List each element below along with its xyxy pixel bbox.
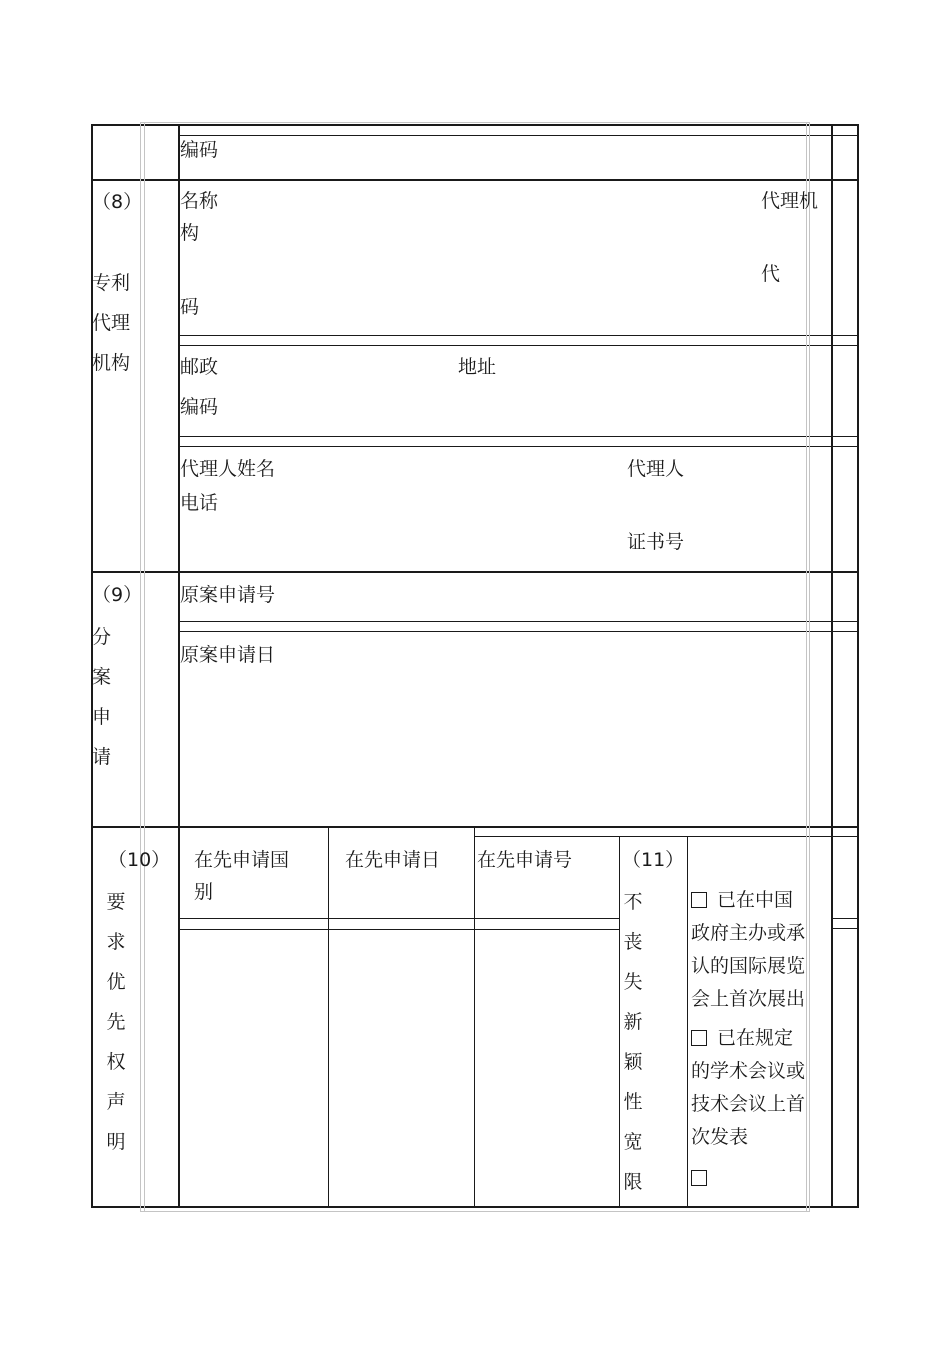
agency-code-label: 代 (761, 263, 781, 285)
section-title-char: 不 (623, 891, 643, 913)
prior-date-header: 在先申请日 (345, 849, 441, 871)
grace-option-line: 技术会议上首 (691, 1093, 806, 1115)
exhibition-checkbox[interactable] (691, 892, 707, 908)
grace-option-line: 政府主办或承 (691, 922, 806, 944)
postal-code-label: 编码 (180, 396, 219, 418)
grace-row-line (831, 918, 859, 919)
agency-code-label: 码 (180, 296, 200, 318)
section-title-char: 失 (623, 971, 643, 993)
original-application-number-label: 原案申请号 (180, 584, 276, 606)
grace-option-line (691, 1022, 821, 1055)
priority-col-line (474, 826, 475, 1207)
grace-row-line (831, 928, 859, 929)
section-title-char: 声 (106, 1091, 126, 1113)
postal-code-label: 邮政 (180, 356, 219, 378)
grace-option-line: 认的国际展览 (691, 955, 806, 977)
grace-option-line (691, 884, 821, 917)
sub-row-divider (178, 345, 859, 346)
section-title-char: 请 (92, 746, 112, 768)
section-8-number: （8） (92, 191, 143, 213)
agent-cert-label: 证书号 (627, 531, 685, 553)
row-divider-9 (91, 571, 859, 573)
section-9-number: （9） (92, 584, 143, 606)
prior-country-header: 在先申请国 (194, 849, 290, 871)
sub-row-divider (178, 436, 859, 437)
prior-country-header: 别 (194, 881, 214, 903)
grace-option-text: 已在中国 (717, 889, 794, 911)
section-title-char: 申 (92, 706, 112, 728)
section-9-title (92, 617, 111, 777)
table-border-bottom (91, 1206, 859, 1208)
section-title-char: 要 (106, 891, 126, 913)
grace-option-line: 会上首次展出 (691, 988, 806, 1010)
table-border-right (857, 124, 859, 1208)
section-title-char: 案 (92, 666, 112, 688)
section-title-char: 丧 (623, 931, 643, 953)
grace-col-line (687, 836, 688, 1207)
overlay-line (140, 122, 810, 123)
grace-option-line: 次发表 (691, 1126, 749, 1148)
grace-option-text: 已在规定 (717, 1027, 794, 1049)
section-title-char: 性 (623, 1091, 643, 1113)
conference-checkbox[interactable] (691, 1030, 707, 1046)
section-title-line: 代理 (92, 312, 131, 334)
agency-code-label: 构 (180, 222, 200, 244)
grace-option-conference (691, 1022, 821, 1154)
sub-row-divider (178, 135, 859, 136)
section-11-number: （11） (622, 849, 685, 871)
overlay-line (140, 1211, 810, 1212)
section-title-line: 机构 (92, 352, 131, 374)
row-divider-8 (91, 179, 859, 181)
section-title-char: 新 (623, 1011, 643, 1033)
inner-right-column-line (831, 124, 833, 1208)
section-title-char: 明 (106, 1131, 126, 1153)
prior-number-header: 在先申请号 (477, 849, 573, 871)
priority-row-line (474, 836, 859, 837)
section-title-char: 限 (623, 1171, 643, 1193)
overlay-line (144, 122, 145, 1212)
row-divider-10 (91, 826, 859, 828)
overlay-line (140, 122, 141, 1212)
section-title-char: 优 (106, 971, 126, 993)
section-title-char: 宽 (623, 1131, 643, 1153)
section-title-char: 颖 (623, 1051, 643, 1073)
agent-cert-label: 代理人 (627, 458, 685, 480)
section-title-char: 分 (92, 626, 112, 648)
priority-row-line (178, 918, 620, 919)
section-title-char: 权 (106, 1051, 126, 1073)
postal-code-label: 编码 (180, 139, 219, 161)
section-11-title (621, 882, 645, 1202)
section-title-char: 求 (106, 931, 126, 953)
section-10-number: （10） (108, 849, 171, 871)
agency-code-label: 代理机 (761, 190, 819, 212)
grace-option-other (691, 1162, 821, 1195)
grace-option-exhibition (691, 884, 821, 1016)
section-title-line: 专利 (92, 272, 131, 294)
sub-row-divider (178, 335, 859, 336)
label-column-divider (178, 124, 180, 1208)
agency-name-label: 名称 (180, 190, 219, 212)
sub-row-divider (178, 446, 859, 447)
grace-option-line: 的学术会议或 (691, 1060, 806, 1082)
section-8-title (92, 263, 130, 383)
priority-row-line (178, 929, 620, 930)
priority-col-line (328, 826, 329, 1207)
original-application-date-label: 原案申请日 (180, 644, 276, 666)
sub-row-divider (178, 631, 859, 632)
table-border-top (91, 124, 859, 126)
other-checkbox[interactable] (691, 1170, 707, 1186)
section-10-title (104, 882, 128, 1162)
section-title-char: 先 (106, 1011, 126, 1033)
agent-name-label: 代理人姓名 (180, 458, 276, 480)
phone-label: 电话 (180, 492, 219, 514)
sub-row-divider (178, 621, 859, 622)
priority-col-line (619, 836, 620, 1207)
address-label: 地址 (458, 356, 497, 378)
